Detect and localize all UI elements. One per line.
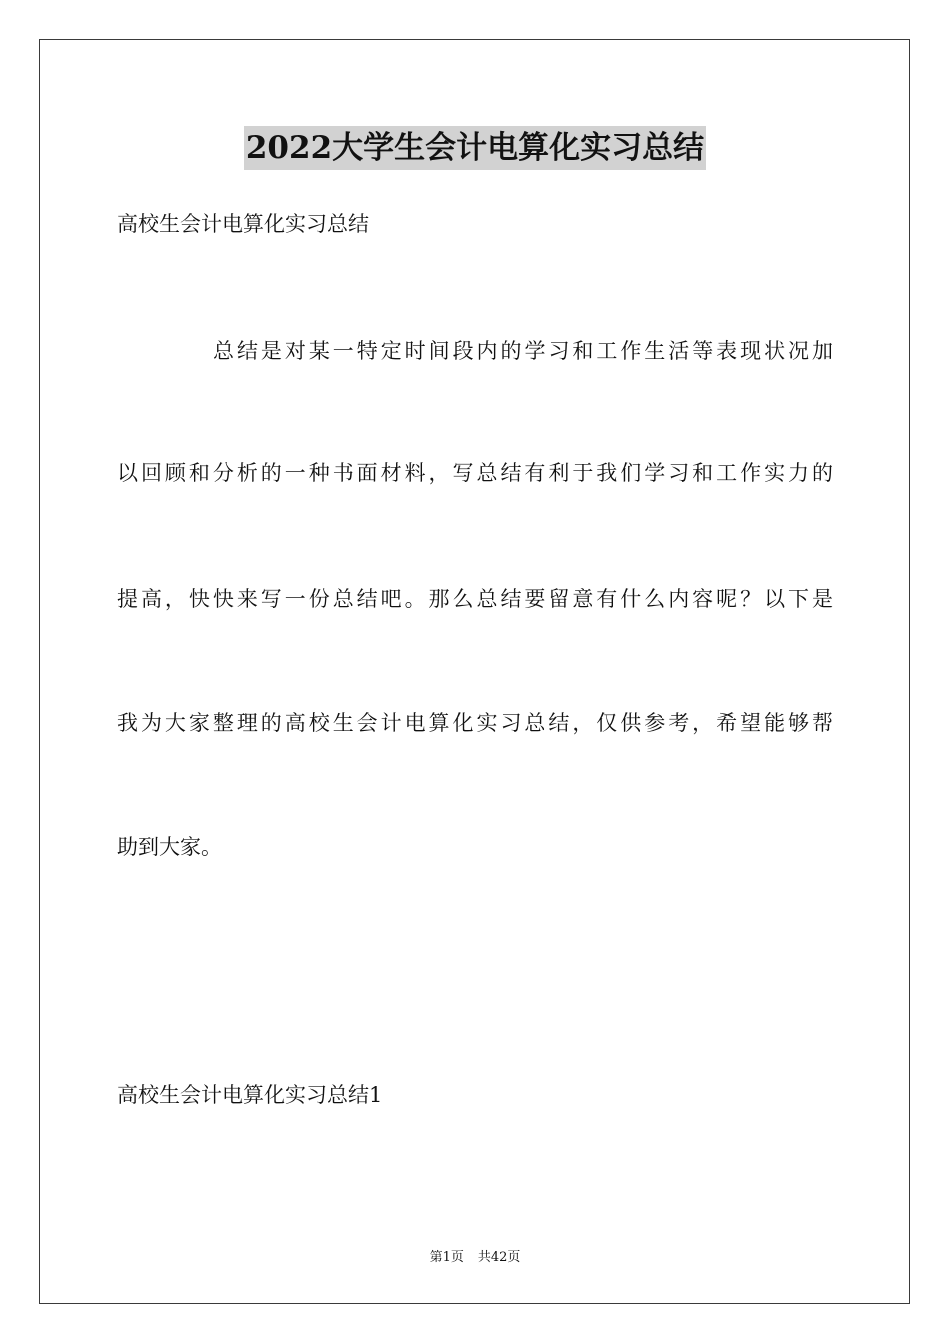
page-number: 第1页 bbox=[429, 1250, 464, 1265]
section-heading: 高校生会计电算化实习总结1 bbox=[117, 1083, 383, 1107]
paragraph-line: 总结是对某一特定时间段内的学习和工作生活等表现状况加 bbox=[213, 339, 833, 363]
paragraph-line: 提高，快快来写一份总结吧。那么总结要留意有什么内容呢？以下是 bbox=[117, 587, 833, 611]
title-container bbox=[0, 126, 950, 170]
paragraph-line: 助到大家。 bbox=[117, 835, 222, 859]
paragraph-line: 我为大家整理的高校生会计电算化实习总结，仅供参考，希望能够帮 bbox=[117, 711, 833, 735]
document-subtitle: 高校生会计电算化实习总结 bbox=[117, 212, 369, 236]
page-footer bbox=[0, 1249, 950, 1267]
page-total: 共42页 bbox=[477, 1250, 521, 1265]
document-title: 2022大学生会计电算化实习总结 bbox=[244, 126, 706, 170]
paragraph-line: 以回顾和分析的一种书面材料，写总结有利于我们学习和工作实力的 bbox=[117, 461, 833, 485]
